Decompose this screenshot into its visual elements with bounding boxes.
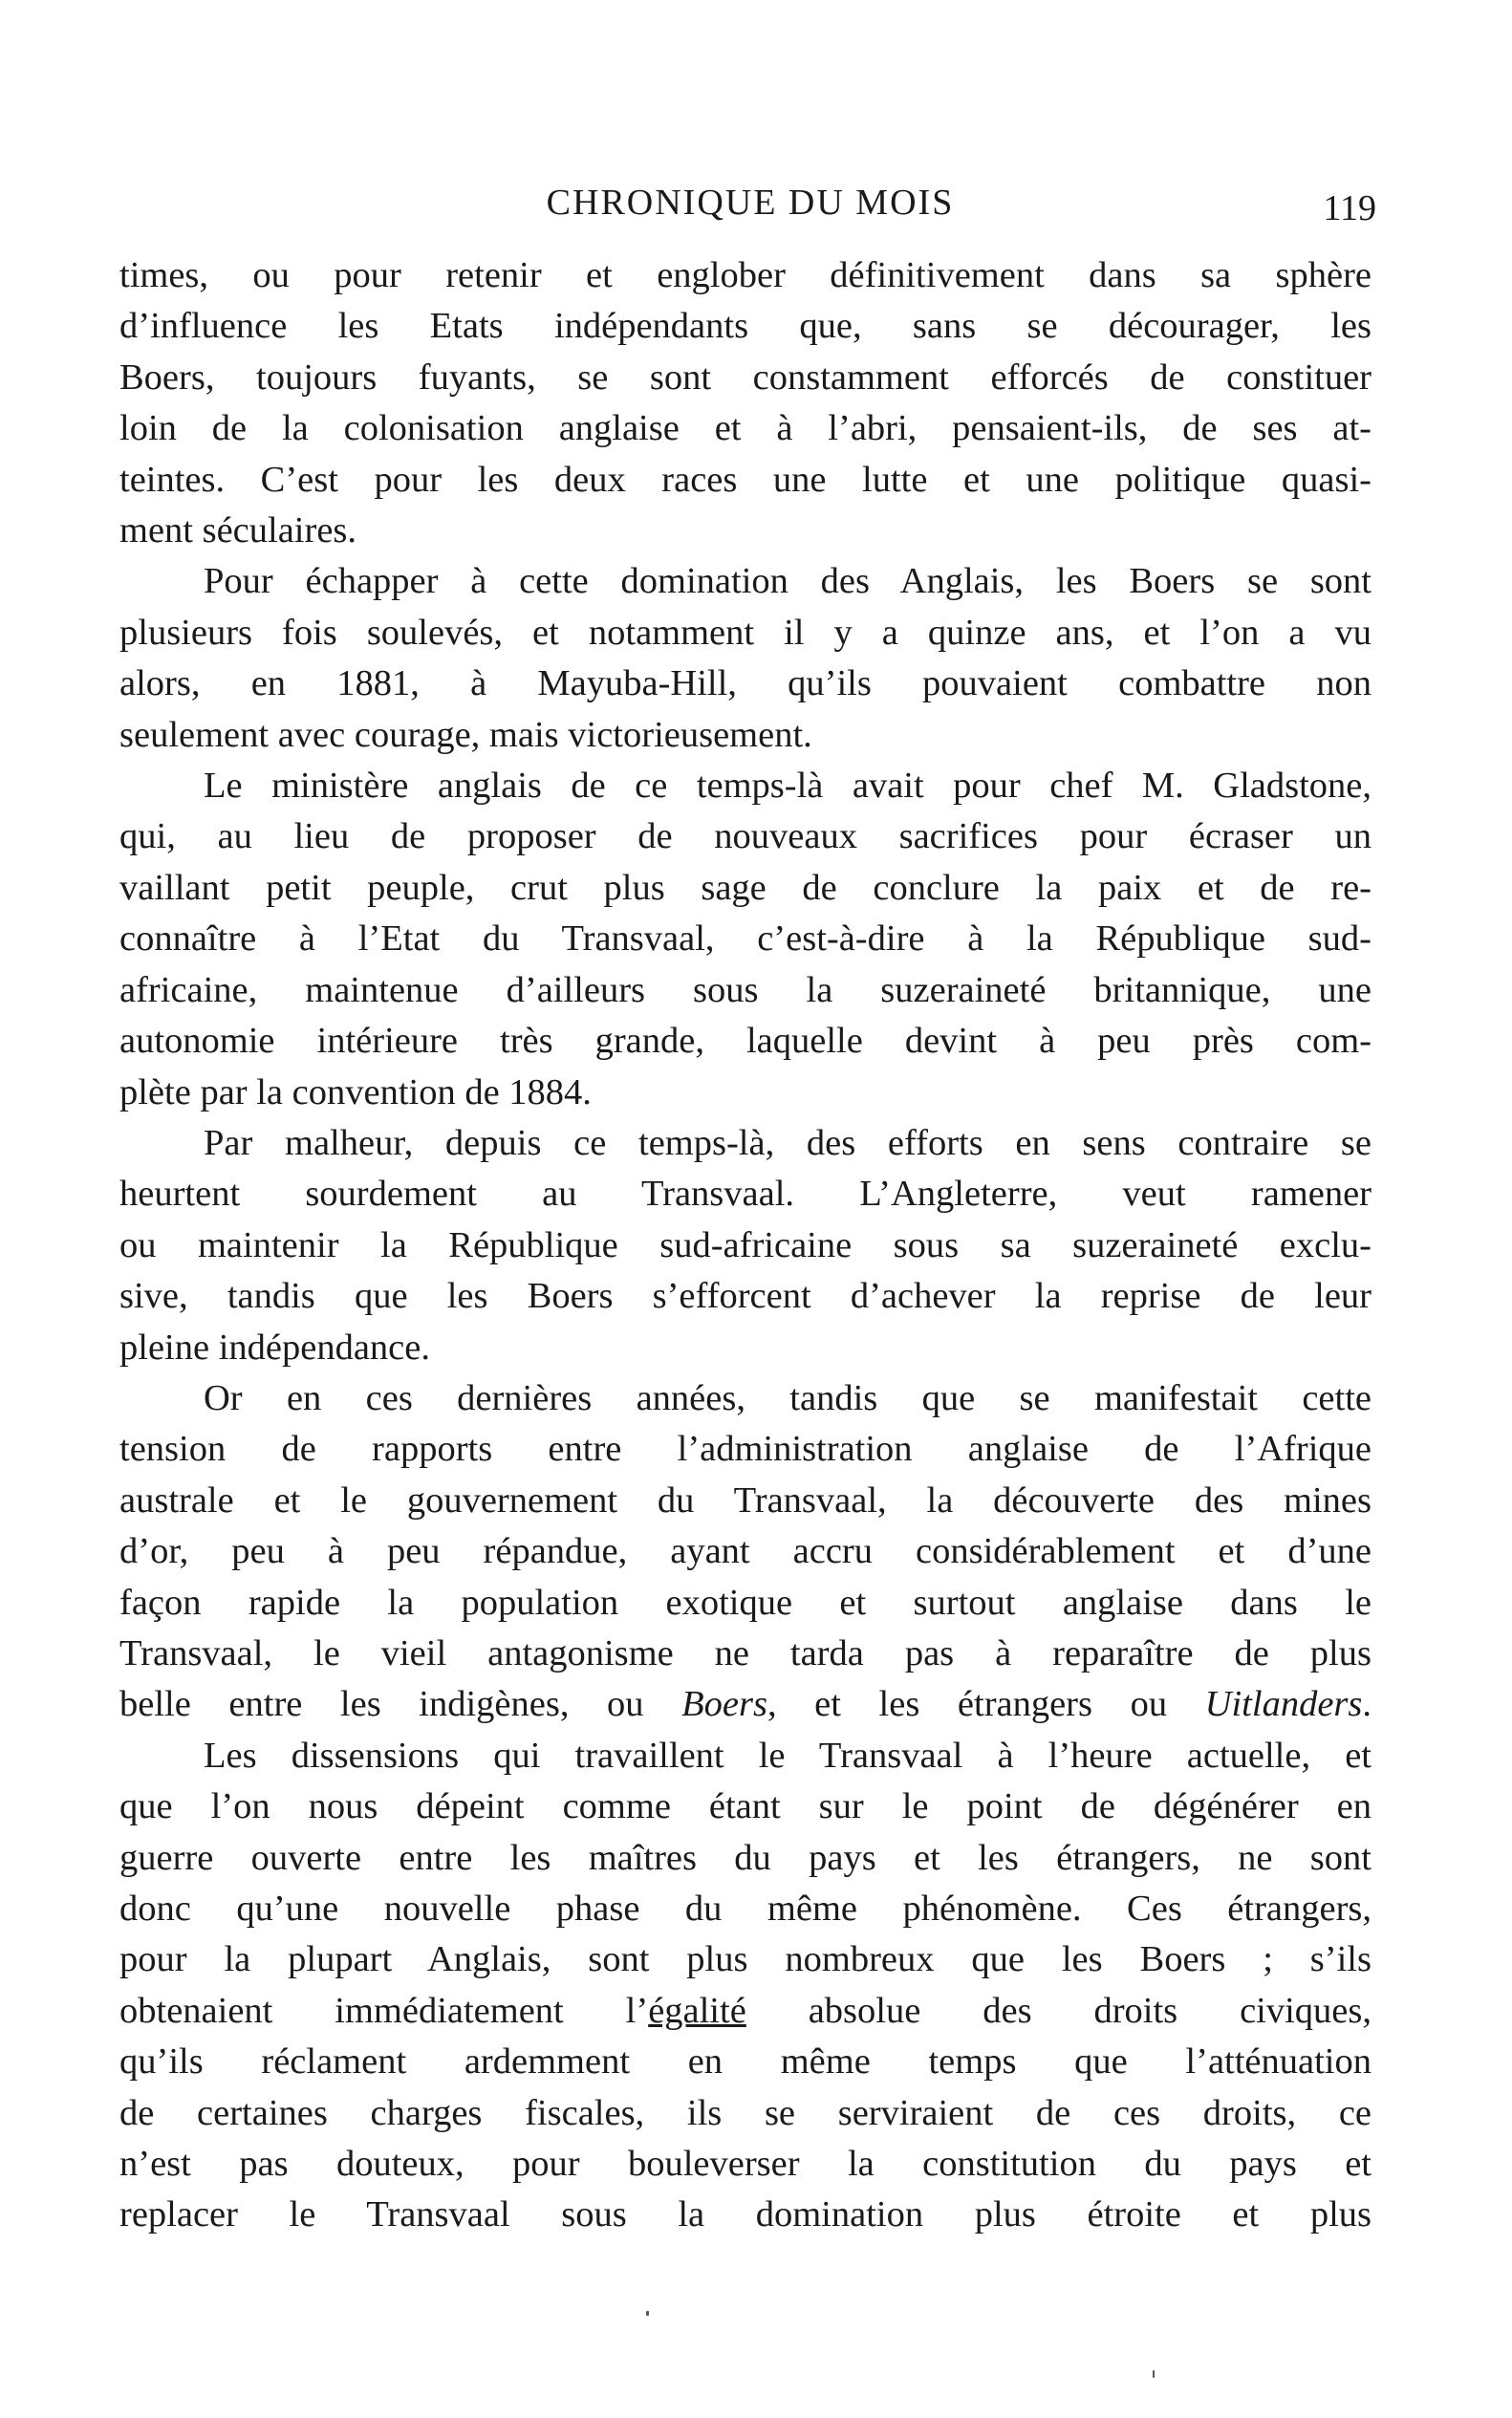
text-line: autonomie intérieure très grande, laquelle devint à peu près com-: [119, 1021, 1372, 1062]
text-line: Boers, toujours fuyants, se sont constamment efforcés de constituer: [119, 356, 1372, 398]
text-line: plète par la convention de 1884.: [119, 1071, 592, 1112]
text-line: plusieurs fois soulevés, et notamment il y a quinze ans, et l’on a vu: [119, 612, 1372, 653]
text-line: façon rapide la population exotique et surtout anglaise dans le: [119, 1582, 1372, 1623]
paragraph: [119, 1731, 1372, 2241]
text-line: heurtent sourdement au Transvaal. L’Angleterre, veut ramener: [119, 1174, 1372, 1215]
text-fragment: , et les étrangers ou: [767, 1684, 1205, 1725]
body-text: [119, 250, 1372, 2241]
text-line: d’or, peu à peu répandue, ayant accru considérablement et d’une: [119, 1531, 1372, 1572]
text-line: alors, en 1881, à Mayuba-Hill, qu’ils pouvaient combattre non: [119, 663, 1372, 704]
text-line: tension de rapports entre l’administration anglaise de l’Afrique: [119, 1429, 1372, 1470]
text-line: qui, au lieu de proposer de nouveaux sacrifices pour écraser un: [119, 816, 1372, 857]
paragraph: [119, 250, 1372, 556]
text-line: Par malheur, depuis ce temps-là, des efforts en sens contraire se: [204, 1122, 1372, 1163]
text-line: pleine indépendance.: [119, 1327, 430, 1368]
print-speck: [1153, 2370, 1155, 2378]
text-line: Transvaal, le vieil antagonisme ne tarda pas à reparaître de plus: [119, 1632, 1372, 1673]
text-line: [119, 1679, 1372, 1730]
text-line: de certaines charges fiscales, ils se serviraient de ces droits, ce: [119, 2092, 1372, 2133]
text-line: sive, tandis que les Boers s’efforcent d’achever la reprise de leur: [119, 1276, 1372, 1317]
paragraph: [119, 1118, 1372, 1373]
paragraph: [119, 761, 1372, 1118]
text-fragment: absolue des droits civiques,: [745, 1990, 1372, 2031]
text-line: teintes. C’est pour les deux races une lutte et une politique quasi-: [119, 459, 1372, 500]
running-title: CHRONIQUE DU MOIS: [546, 183, 955, 223]
text-line: n’est pas douteux, pour bouleverser la constitution du pays et: [119, 2144, 1372, 2185]
text-fragment: obtenaient immédiatement l’: [119, 1990, 649, 2031]
text-line: Le ministère anglais de ce temps-là avait pour chef M. Gladstone,: [204, 766, 1372, 807]
text-line: qu’ils réclament ardemment en même temps que l’atténuation: [119, 2041, 1372, 2083]
text-line: times, ou pour retenir et englober définitivement dans sa sphère: [119, 255, 1372, 295]
page-number: 119: [1323, 188, 1376, 228]
text-line: loin de la colonisation anglaise et à l’abri, pensaient-ils, de ses at-: [119, 408, 1372, 449]
text-fragment: belle entre les indigènes, ou: [119, 1684, 682, 1725]
text-line: Or en ces dernières années, tandis que se manifestait cette: [204, 1377, 1372, 1418]
text-line: d’influence les Etats indépendants que, sans se décourager, les: [119, 306, 1372, 347]
print-speck: [646, 2311, 649, 2316]
underlined-word: égalité: [648, 1990, 746, 2031]
text-line: australe et le gouvernement du Transvaal, la découverte des mines: [119, 1479, 1372, 1521]
text-line: donc qu’une nouvelle phase du même phénomène. Ces étrangers,: [119, 1889, 1372, 1929]
paragraph: [119, 556, 1372, 761]
text-fragment: .: [1362, 1684, 1372, 1725]
text-line: Les dissensions qui travaillent le Transvaal à l’heure actuelle, et: [204, 1735, 1372, 1776]
italic-word-uitlanders: Uitlanders: [1204, 1684, 1363, 1725]
running-head: [124, 182, 1376, 239]
text-line: connaître à l’Etat du Transvaal, c’est-à-dire à la République sud-: [119, 918, 1372, 960]
text-line: africaine, maintenue d’ailleurs sous la suzeraineté britannique, une: [119, 969, 1372, 1010]
italic-word-boers: Boers: [681, 1684, 767, 1725]
text-line: guerre ouverte entre les maîtres du pays et les étrangers, ne sont: [119, 1837, 1372, 1878]
text-line: vaillant petit peuple, crut plus sage de conclure la paix et de re-: [119, 867, 1372, 908]
paragraph: [119, 1373, 1372, 1731]
text-line: replacer le Transvaal sous la domination plus étroite et plus: [119, 2194, 1372, 2235]
text-line: Pour échapper à cette domination des Anglais, les Boers se sont: [204, 561, 1372, 602]
text-line: seulement avec courage, mais victorieusement.: [119, 714, 812, 755]
text-line: que l’on nous dépeint comme étant sur le point de dégénérer en: [119, 1786, 1372, 1827]
text-line: pour la plupart Anglais, sont plus nombreux que les Boers ; s’ils: [119, 1939, 1372, 1980]
text-line: [119, 1986, 1372, 2037]
text-line: ment séculaires.: [119, 510, 357, 551]
text-line: ou maintenir la République sud-africaine sous sa suzeraineté exclu-: [119, 1224, 1372, 1265]
